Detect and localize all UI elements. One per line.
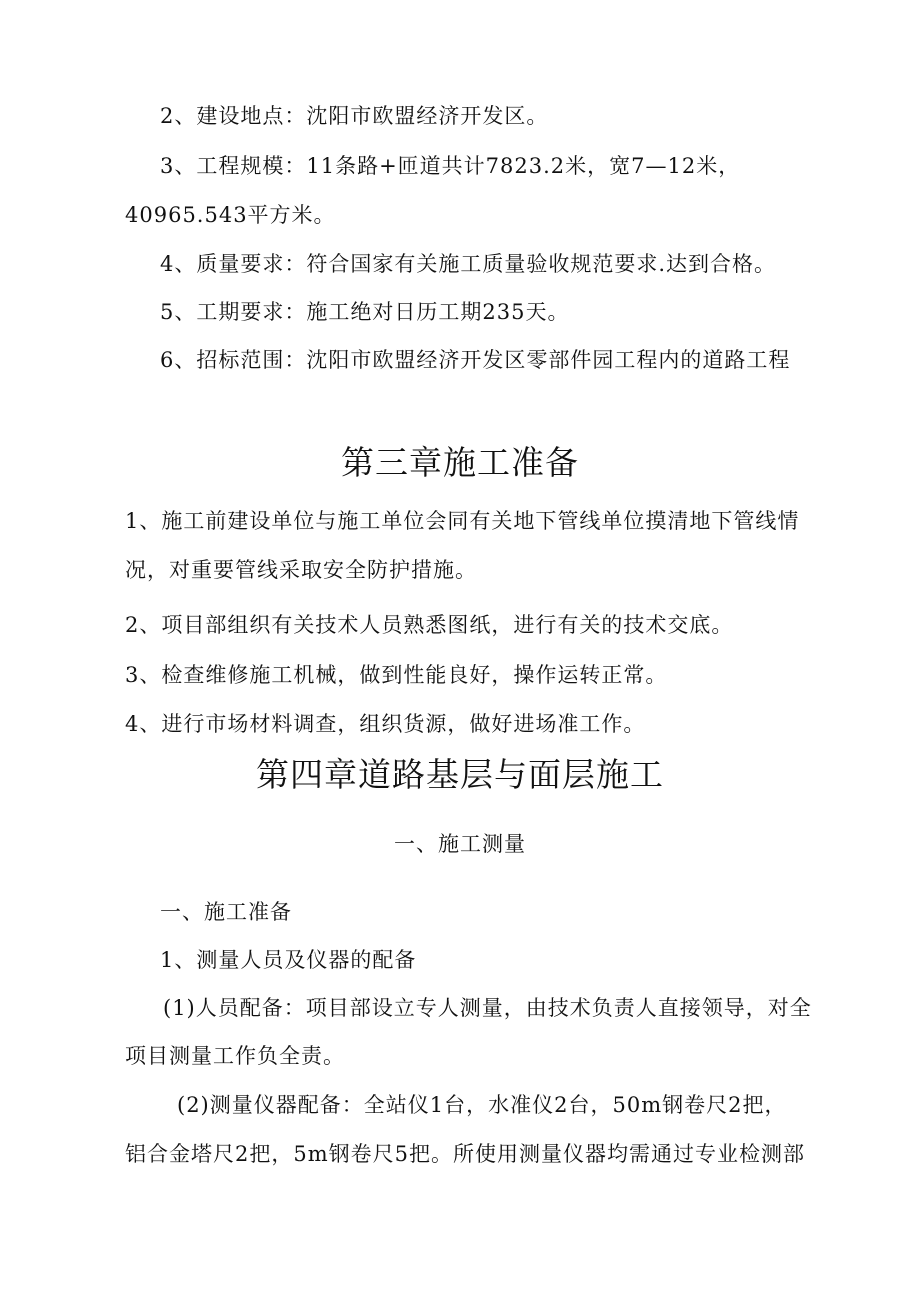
- personnel-line-2: 项目测量工作负全责。: [125, 1044, 345, 1068]
- instruments-line-1: (2)测量仪器配备：全站仪1台，水准仪2台，50m钢卷尺2把，: [177, 1093, 787, 1117]
- instruments-line-2: 铝合金塔尺2把，5m钢卷尺5把。所使用测量仪器均需通过专业检测部: [125, 1142, 805, 1166]
- chapter3-item2: 2、项目部组织有关技术人员熟悉图纸，进行有关的技术交底。: [125, 613, 734, 637]
- chapter3-item4: 4、进行市场材料调查，组织货源，做好进场准工作。: [125, 712, 646, 736]
- subsection-title: 一、施工准备: [160, 900, 292, 924]
- chapter3-item1-line1: 1、施工前建设单位与施工单位会同有关地下管线单位摸清地下管线情: [125, 509, 800, 533]
- personnel-line-1: (1)人员配备：项目部设立专人测量，由技术负责人直接领导，对全: [163, 996, 812, 1020]
- quality-line: 4、质量要求：符合国家有关施工质量验收规范要求.达到合格。: [160, 252, 777, 276]
- location-line: 2、建设地点：沈阳市欧盟经济开发区。: [160, 104, 549, 128]
- item1-title: 1、测量人员及仪器的配备: [160, 948, 417, 972]
- chapter3-item1-line2: 况，对重要管线采取安全防护措施。: [125, 558, 477, 582]
- chapter3-item3: 3、检查维修施工机械，做到性能良好，操作运转正常。: [125, 663, 668, 687]
- schedule-line: 5、工期要求：施工绝对日历工期235天。: [160, 300, 570, 324]
- section-title: 一、施工测量: [394, 832, 526, 856]
- chapter4-title: 第四章道路基层与面层施工: [256, 755, 664, 794]
- scale-line-2: 40965.543平方米。: [125, 203, 336, 227]
- chapter3-title: 第三章施工准备: [341, 443, 579, 482]
- scale-line-1: 3、工程规模：11条路+匝道共计7823.2米，宽7—12米，: [160, 154, 741, 178]
- scope-line: 6、招标范围：沈阳市欧盟经济开发区零部件园工程内的道路工程: [160, 348, 791, 372]
